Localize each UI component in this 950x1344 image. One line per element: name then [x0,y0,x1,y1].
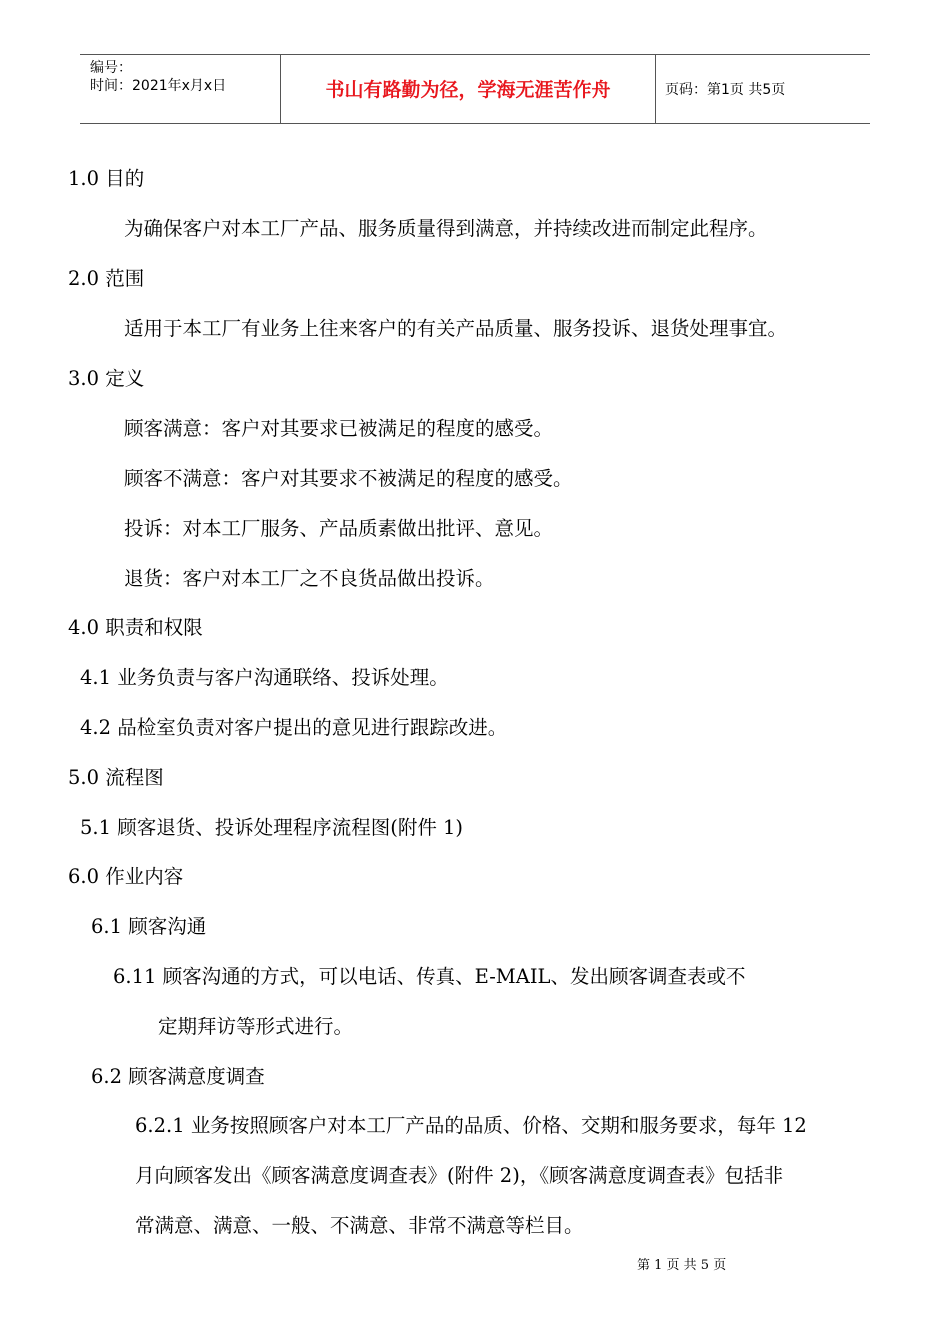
subsection-6-2: 6.2 顾客满意度调查 [91,1065,265,1088]
page-header [80,54,870,124]
paragraph-purpose: 为确保客户对本工厂产品、服务质量得到满意，并持续改进而制定此程序。 [124,217,768,240]
item-6-2-1-line3: 常满意、满意、一般、不满意、非常不满意等栏目。 [135,1214,584,1237]
definition-dissatisfaction: 顾客不满意：客户对其要求不被满足的程度的感受。 [124,467,573,490]
header-motto: 书山有路勤为径，学海无涯苦作舟 [325,79,611,101]
item-6-11-line1: 6.11 顾客沟通的方式，可以电话、传真、E-MAIL、发出顾客调查表或不 [113,965,746,988]
paragraph-scope: 适用于本工厂有业务上往来客户的有关产品质量、服务投诉、退货处理事宜。 [124,317,788,340]
section-heading-definitions: 3.0 定义 [68,367,145,390]
header-page-info: 页码：第1页 共5页 [665,82,786,98]
section-heading-scope: 2.0 范围 [68,267,145,290]
definition-satisfaction: 顾客满意：客户对其要求已被满足的程度的感受。 [124,417,554,440]
section-heading-flowchart: 5.0 流程图 [68,766,164,789]
item-6-2-1-line2: 月向顾客发出《顾客满意度调查表》(附件 2)，《顾客满意度调查表》包括非 [135,1164,784,1187]
item-4-2: 4.2 品检室负责对客户提出的意见进行跟踪改进。 [80,716,508,739]
section-heading-operations: 6.0 作业内容 [68,865,184,888]
item-6-11-line2: 定期拜访等形式进行。 [158,1015,354,1038]
subsection-6-1: 6.1 顾客沟通 [91,915,207,938]
definition-return: 退货：客户对本工厂之不良货品做出投诉。 [124,567,495,590]
item-4-1: 4.1 业务负责与客户沟通联络、投诉处理。 [80,666,449,689]
page-footer: 第 1 页 共 5 页 [637,1258,727,1273]
item-6-2-1-line1: 6.2.1 业务按照顾客户对本工厂产品的品质、价格、交期和服务要求，每年 12 [135,1114,807,1137]
document-number-label: 编号： [90,60,132,76]
section-heading-responsibilities: 4.0 职责和权限 [68,616,203,639]
definition-complaint: 投诉：对本工厂服务、产品质素做出批评、意见。 [124,517,554,540]
header-page-cell [655,55,870,123]
document-date-label: 时间：2021年x月x日 [90,78,227,94]
item-5-1: 5.1 顾客退货、投诉处理程序流程图(附件 1) [80,816,464,839]
section-heading-purpose: 1.0 目的 [68,167,145,190]
header-motto-cell [280,55,656,123]
header-meta-cell [80,55,280,123]
